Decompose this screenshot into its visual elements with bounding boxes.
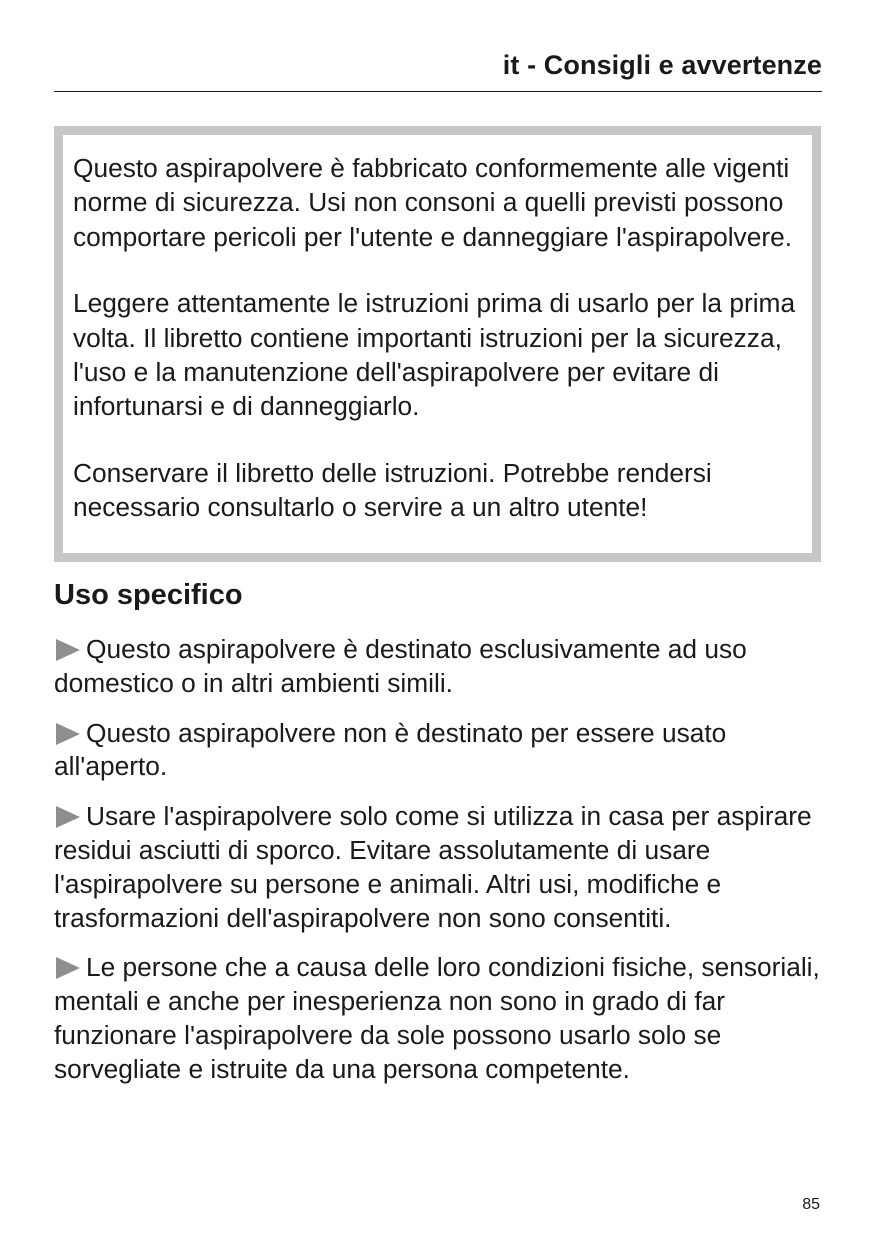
list-item xyxy=(54,717,834,785)
arrow-bullet-icon xyxy=(56,723,80,745)
safety-notice-box xyxy=(54,126,821,562)
safety-notice-paragraph: Leggere attentamente le istruzioni prima di usarlo per la prima volta. Il libretto contiene importanti istruzioni per la sicurezza, l'uso e la manutenzione dell'aspirapolvere per evitare di infortunarsi e di danneggiarlo. xyxy=(73,288,796,422)
bullet-list xyxy=(54,633,834,1087)
list-item-text: Questo aspirapolvere non è destinato per essere usato all'aperto. xyxy=(54,717,727,782)
list-item-text: Le persone che a causa delle loro condizioni fisiche, sensoriali, mentali e anche per inesperienza non sono in grado di far funzionare l'aspirapolvere da sole possono usarlo solo se sorvegliate e istruite da una persona competente. xyxy=(54,952,820,1084)
list-item xyxy=(54,951,834,1086)
arrow-bullet-icon xyxy=(56,806,80,828)
page-header-title: it - Consigli e avvertenze xyxy=(502,50,822,80)
list-item xyxy=(54,800,834,935)
arrow-bullet-icon xyxy=(56,639,80,661)
safety-notice-paragraph: Questo aspirapolvere è fabbricato conformemente alle vigenti norme di sicurezza. Usi non consoni a quelli previsti possono comportare pericoli per l'utente e danneggiare l'aspirapolvere. xyxy=(73,153,793,252)
section-heading: Uso specifico xyxy=(54,579,243,611)
list-item xyxy=(54,633,834,701)
list-item-text: Questo aspirapolvere è destinato esclusivamente ad uso domestico o in altri ambienti simili. xyxy=(54,634,747,698)
list-item-text: Usare l'aspirapolvere solo come si utilizza in casa per aspirare residui asciutti di sporco. Evitare assolutamente di usare l'aspirapolvere su persone e animali. Altri usi, modifiche e trasformazioni dell'aspirapolvere non sono consentiti. xyxy=(54,801,812,933)
arrow-bullet-icon xyxy=(56,957,80,979)
safety-notice-paragraph: Conservare il libretto delle istruzioni. Potrebbe rendersi necessario consultarlo o servire a un altro utente! xyxy=(73,457,712,523)
page-number: 85 xyxy=(802,1196,820,1213)
page-header xyxy=(54,48,822,92)
